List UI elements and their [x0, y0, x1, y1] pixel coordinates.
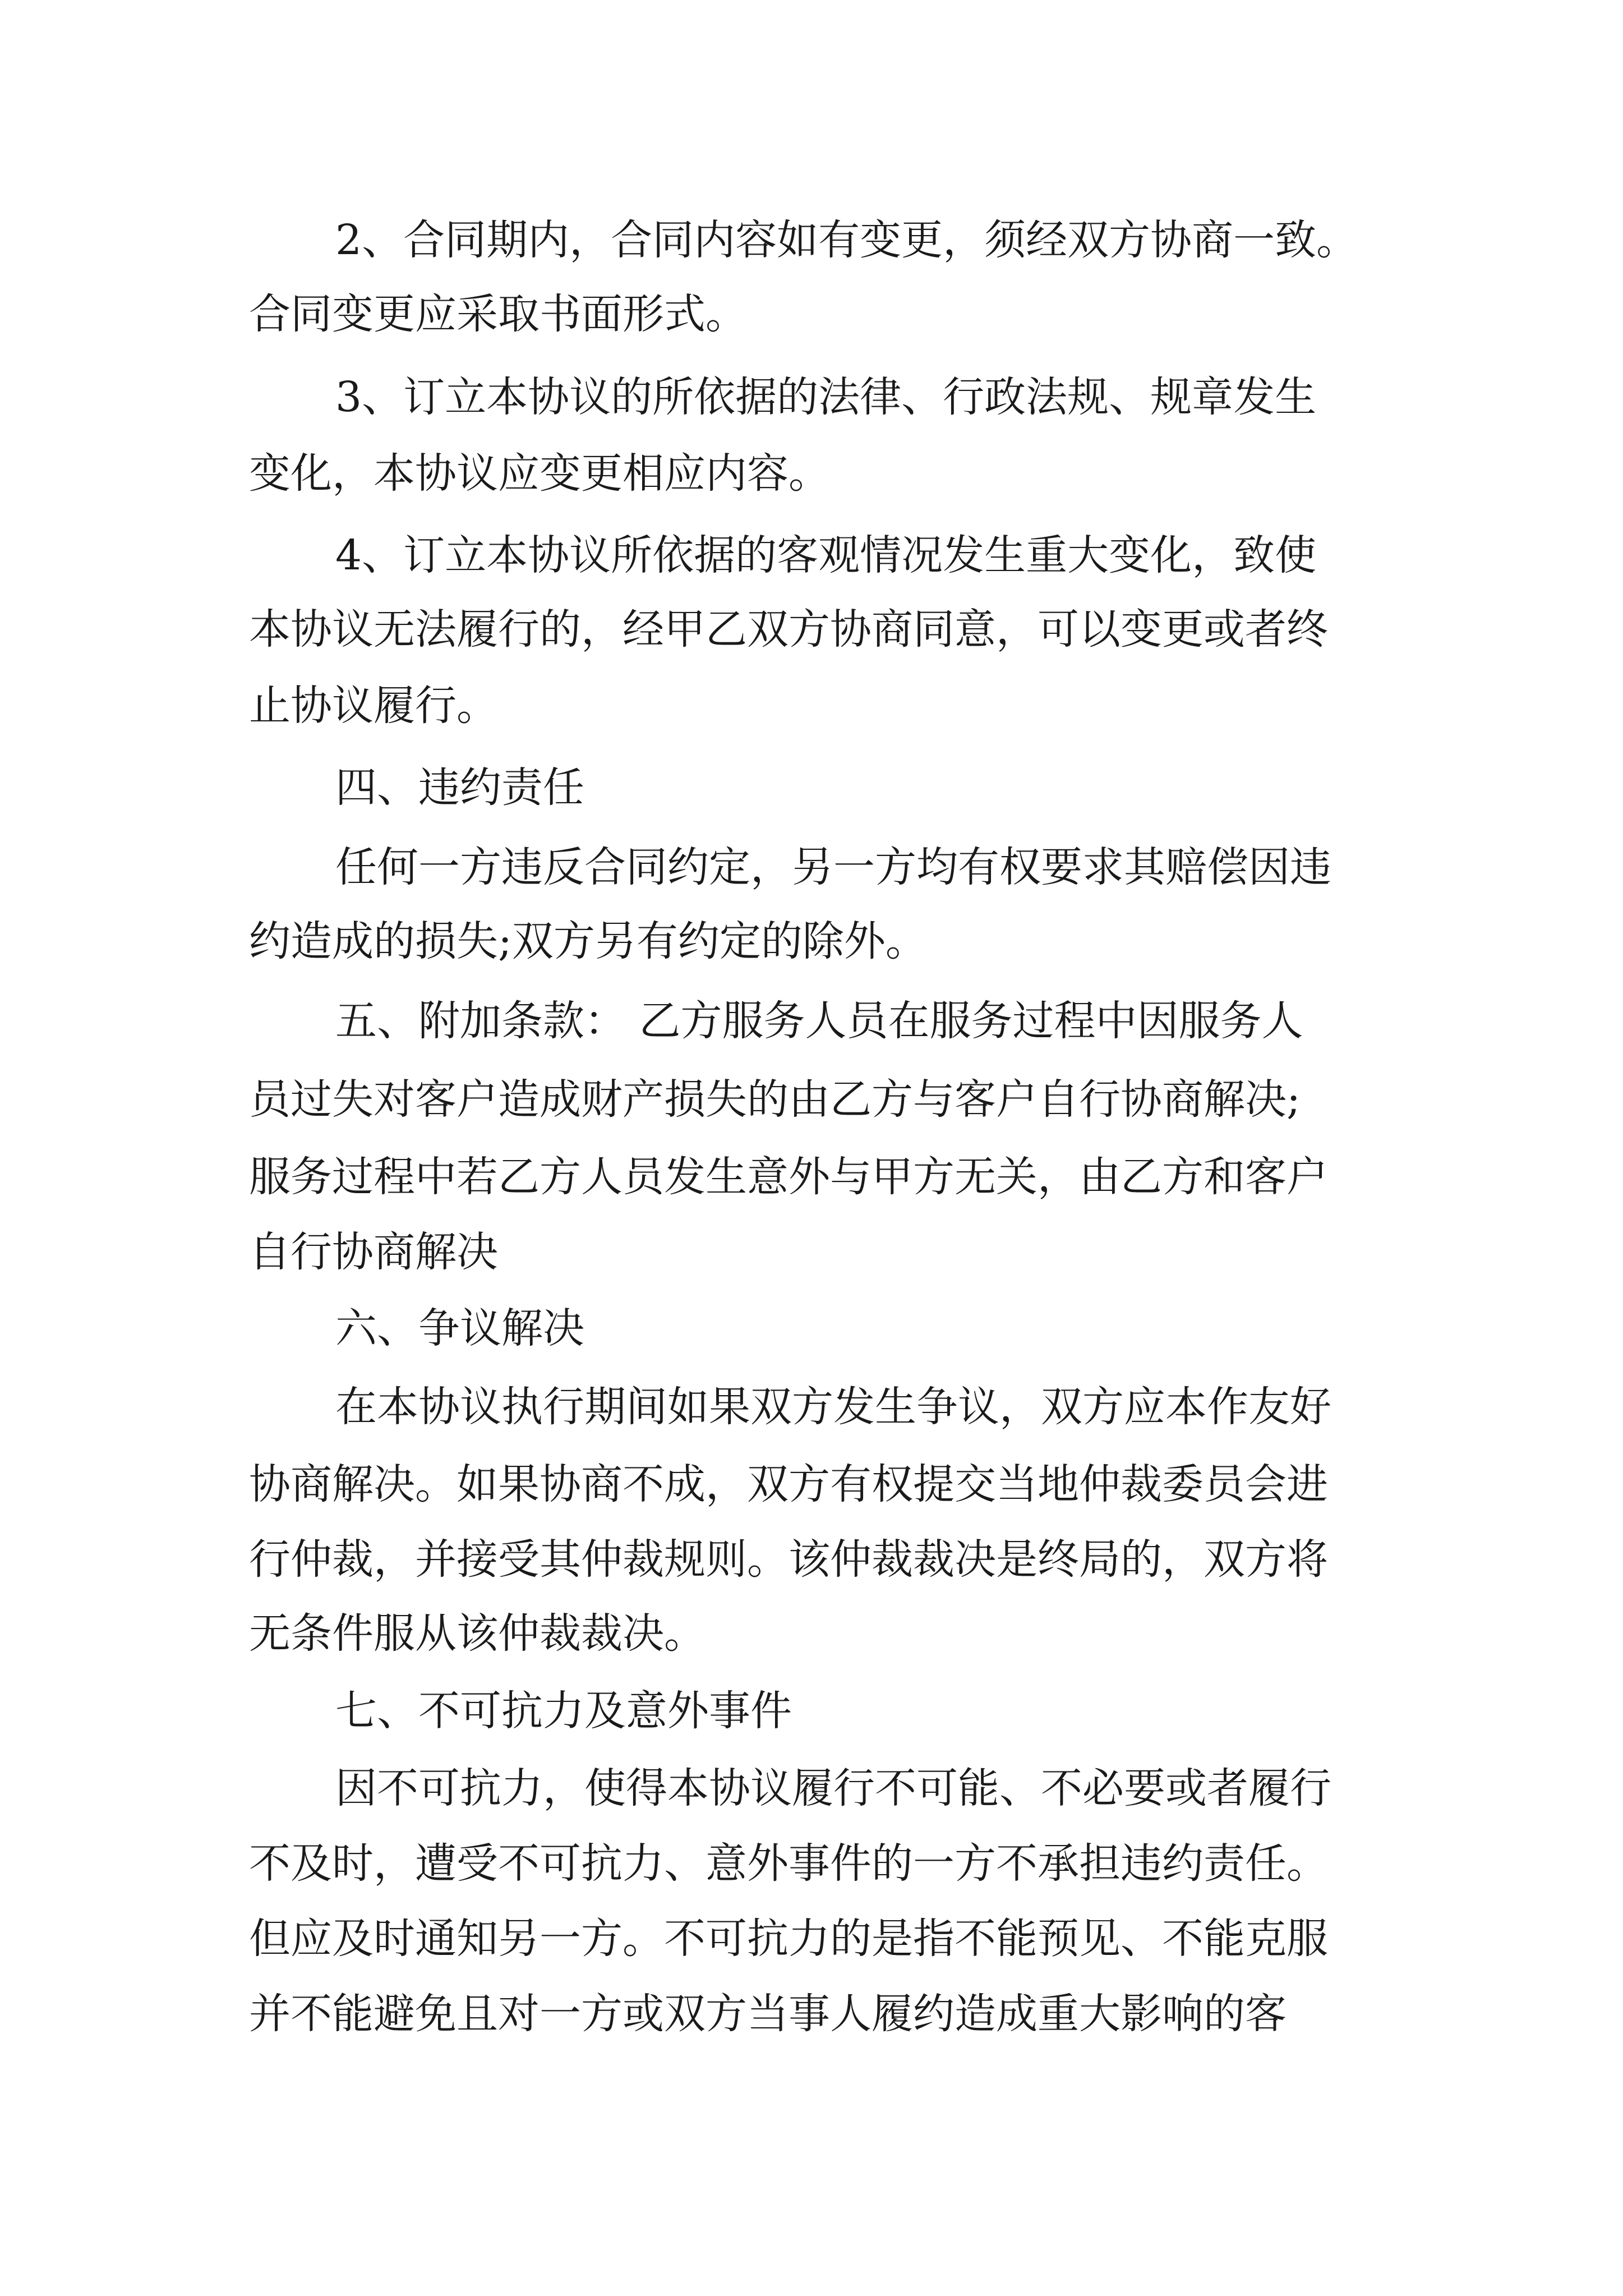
section-heading-6: 六、争议解决: [335, 1304, 584, 1352]
section-heading-7: 七、不可抗力及意外事件: [335, 1687, 792, 1735]
text-line-24: 并不能避免且对一方或双方当事人履约造成重大影响的客: [249, 1990, 1287, 2038]
text-line-5: 4、订立本协议所依据的客观情况发生重大变化，致使: [335, 531, 1317, 579]
text-line-19: 无条件服从该仲裁裁决。: [249, 1609, 706, 1658]
text-line-16: 在本协议执行期间如果双方发生争议，双方应本作友好: [335, 1383, 1331, 1431]
text-line-6: 本协议无法履行的，经甲乙双方协商同意，可以变更或者终: [249, 605, 1328, 654]
text-line-10: 约造成的损失;双方另有约定的除外。: [249, 917, 927, 965]
text-line-4: 变化，本协议应变更相应内容。: [249, 449, 830, 498]
text-line-23: 但应及时通知另一方。不可抗力的是指不能预见、不能克服: [249, 1915, 1328, 1963]
text-line-9: 任何一方违反合同约定，另一方均有权要求其赔偿因违: [335, 843, 1331, 891]
text-line-7: 止协议履行。: [249, 682, 498, 730]
text-line-22: 不及时，遭受不可抗力、意外事件的一方不承担违约责任。: [249, 1839, 1328, 1888]
text-line-18: 行仲裁，并接受其仲裁规则。该仲裁裁决是终局的，双方将: [249, 1535, 1328, 1584]
text-line-13: 服务过程中若乙方人员发生意外与甲方无关，由乙方和客户: [249, 1153, 1328, 1201]
text-line-14: 自行协商解决: [249, 1228, 498, 1276]
text-line-21: 因不可抗力，使得本协议履行不可能、不必要或者履行: [335, 1764, 1331, 1812]
text-line-12: 员过失对客户造成财产损失的由乙方与客户自行协商解决;: [249, 1075, 1301, 1124]
text-line-1: 2、合同期内，合同内容如有变更，须经双方协商一致。: [335, 216, 1358, 264]
text-line-17: 协商解决。如果协商不成，双方有权提交当地仲裁委员会进: [249, 1460, 1328, 1508]
section-heading-4: 四、违约责任: [335, 763, 584, 812]
section-heading-5: 五、附加条款： 乙方服务人员在服务过程中因服务人: [335, 997, 1303, 1045]
text-line-3: 3、订立本协议的所依据的法律、行政法规、规章发生: [335, 373, 1317, 421]
text-line-2: 合同变更应采取书面形式。: [249, 290, 747, 338]
